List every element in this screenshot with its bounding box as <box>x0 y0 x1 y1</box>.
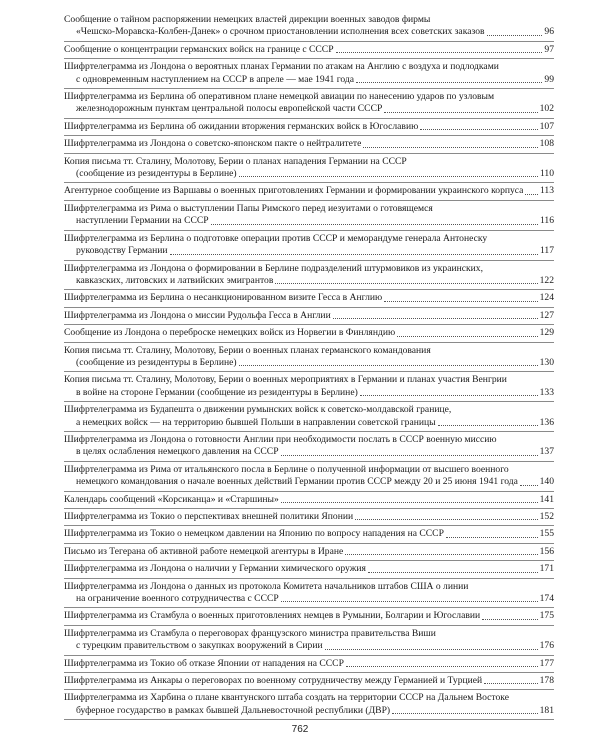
toc-entry-page: 113 <box>539 185 554 197</box>
toc-entry <box>64 325 554 342</box>
toc-entry-last-line <box>64 563 554 575</box>
toc-entry-last-line <box>64 593 554 605</box>
toc-entry-last-line <box>64 275 554 287</box>
toc-entry-page: 137 <box>539 446 554 458</box>
toc-entry-last-line <box>64 494 554 506</box>
toc-entry <box>64 690 554 720</box>
toc-entry <box>64 59 554 89</box>
toc-entry-title-line: Шифртелеграмма из Берлина об оперативном плане немецкой авиации по нанесению ударов по узловым <box>64 91 495 103</box>
toc-entry-page: 136 <box>539 416 554 428</box>
toc-entry-title-line: с одновременным наступлением на СССР в апреле — мае 1941 года <box>76 73 355 85</box>
toc-entry-page: 129 <box>539 327 554 339</box>
toc-entry <box>64 308 554 325</box>
toc-entry-last-line <box>64 215 554 227</box>
toc-entry-last-line <box>64 546 554 558</box>
toc-entry-last-line <box>64 446 554 458</box>
toc-entry-title-line: руководству Германии <box>76 245 168 257</box>
toc-entry-last-line <box>64 121 554 133</box>
toc-entry <box>64 119 554 136</box>
toc-entry-title-line: Шифртелеграмма из Лондона о советско-японском пакте о нейтралитете <box>64 138 362 150</box>
dot-leader <box>368 572 538 573</box>
toc-entry <box>64 432 554 462</box>
toc-entry <box>64 462 554 492</box>
toc-entry-title-line: буферное государство в рамках бывшей Дальневосточной республики (ДВР) <box>76 704 391 716</box>
dot-leader <box>520 485 538 486</box>
toc-entry-title-line: а немецких войск — на территорию бывшей Польши в направлении советской границы <box>76 416 436 428</box>
toc-entry <box>64 89 554 119</box>
toc-entry <box>64 673 554 690</box>
toc-entry <box>64 231 554 261</box>
toc-entry <box>64 372 554 402</box>
toc-entry-title-line: Шифртелеграмма из Лондона о миссии Рудольфа Гесса в Англии <box>64 309 331 321</box>
dot-leader <box>363 147 537 148</box>
toc-entry-title-line: Шифртелеграмма из Харбина о плане квантунского штаба создать на территории СССР на Дальнем Востоке <box>64 692 509 704</box>
toc-entry-title-line: Сообщение из Лондона о переброске немецких войск из Норвегии в Финляндию <box>64 327 396 339</box>
toc-entry-title-line: (сообщение из резидентуры в Берлине) <box>76 168 237 180</box>
dot-leader <box>345 554 537 555</box>
toc-entry-page: 99 <box>544 73 554 85</box>
toc-entry-title-line: на ограничение военного сотрудничества с СССР <box>76 593 279 605</box>
toc-entry-last-line <box>64 44 554 56</box>
toc-entry-page: 122 <box>539 274 554 286</box>
toc-entry-title-line: железнодорожным пунктам центральной полосы европейской части СССР <box>76 103 383 115</box>
dot-leader <box>446 537 538 538</box>
dot-leader <box>281 601 538 602</box>
dot-leader <box>525 194 538 195</box>
dot-leader <box>211 224 538 225</box>
toc-entry-title-line: Шифртелеграмма из Лондона о наличии у Германии химического оружия <box>64 563 366 575</box>
toc-entry-page: 171 <box>539 563 554 575</box>
toc-entry-page: 177 <box>539 657 554 669</box>
toc-entry-last-line <box>64 417 554 429</box>
toc-entry-title-line: Шифртелеграмма из Берлина о подготовке операции против СССР и меморандуме генерала Антонеску <box>64 232 488 244</box>
toc-entry-title-line: Календарь сообщений «Корсиканца» и «Старшины» <box>64 493 279 505</box>
toc-entry-last-line <box>64 327 554 339</box>
dot-leader <box>275 283 537 284</box>
toc-entry-last-line <box>64 310 554 322</box>
toc-entry-last-line <box>64 357 554 369</box>
page-number: 762 <box>291 724 309 735</box>
dot-leader <box>484 683 537 684</box>
toc-entry-last-line <box>64 26 554 38</box>
toc-entry <box>64 12 554 42</box>
dot-leader <box>239 365 538 366</box>
toc-entry-title-line: наступлении Германии на СССР <box>76 215 209 227</box>
toc-entry <box>64 402 554 432</box>
toc-entry <box>64 579 554 609</box>
toc-entry-last-line <box>64 476 554 488</box>
toc-entry-last-line <box>64 528 554 540</box>
toc-entry-title-line: Шифртелеграмма из Токио об отказе Японии от нападения на СССР <box>64 657 344 669</box>
dot-leader <box>356 82 542 83</box>
dot-leader <box>281 502 538 503</box>
toc-entry-title-line: в целях ослабления немецкого давления на СССР <box>76 446 279 458</box>
toc-entry-page: 110 <box>539 168 554 180</box>
toc-entry-page: 141 <box>539 493 554 505</box>
toc-entry-title-line: Шифртелеграмма из Анкары о переговорах по военному сотрудничеству между Германией и Турцией <box>64 675 483 687</box>
toc-entry <box>64 656 554 673</box>
toc-entry-last-line <box>64 610 554 622</box>
toc-entry-title-line: Копия письма тт. Сталину, Молотову, Берии о военных планах германского командования <box>64 344 431 356</box>
toc-entry-page: 152 <box>539 511 554 522</box>
toc-entry-title-line: немецкого командования о начале военных действий Германии против СССР между 20 и 25 июня 1941 года <box>76 476 518 488</box>
toc-entry <box>64 509 554 526</box>
toc-entry-last-line <box>64 640 554 652</box>
toc-entry-title-line: Шифртелеграмма из Лондона о готовности Англии при необходимости послать в СССР военную миссию <box>64 433 497 445</box>
toc-entry-title-line: Шифртелеграмма из Рима о выступлении Папы Римского перед иезуитами о готовящемся <box>64 202 433 214</box>
toc-entry-title-line: с турецким правительством о закупках вооружений в Сирии <box>76 640 323 652</box>
dot-leader <box>384 112 537 113</box>
toc-entry-title-line: в войне на стороне Германии (сообщение из резидентуры в Берлине) <box>76 386 358 398</box>
toc-entry-page: 124 <box>539 292 554 304</box>
dot-leader <box>482 619 537 620</box>
toc-entry <box>64 626 554 656</box>
toc-entry <box>64 544 554 561</box>
toc-entry-last-line <box>64 387 554 399</box>
toc-entry <box>64 492 554 509</box>
toc-entry-title-line: Шифртелеграмма из Лондона о формировании в Берлине подразделений штурмовиков из украинских, <box>64 262 483 274</box>
toc-entry-title-line: Шифртелеграмма из Рима от итальянского посла в Берлине о полученной информации от высшего военного <box>64 463 509 475</box>
toc-entry-page: 107 <box>539 120 554 132</box>
toc-entry-page: 176 <box>539 640 554 652</box>
toc-entry-title-line: Шифртелеграмма из Стамбула о переговорах французского министра правительства Виши <box>64 627 436 639</box>
dot-leader <box>170 254 538 255</box>
toc-entry-page: 97 <box>544 43 554 55</box>
toc-entry-page: 140 <box>539 476 554 488</box>
dot-leader <box>384 301 537 302</box>
toc-entry-page: 175 <box>539 610 554 622</box>
toc-entry-last-line <box>64 185 554 197</box>
toc-entry-title-line: Сообщение о концентрации германских войск на границе с СССР <box>64 43 334 55</box>
toc-entry-title-line: Шифртелеграмма из Лондона о данных из протокола Комитета начальников штабов США о линии <box>64 580 469 592</box>
toc-entry <box>64 154 554 184</box>
toc-entry-title-line: Шифртелеграмма из Токио о немецком давлении на Японию по вопросу нападения на СССР <box>64 528 444 540</box>
toc-entry-last-line <box>64 511 554 523</box>
toc-entry-page: 108 <box>539 138 554 150</box>
toc-entry-title-line: кавказских, литовских и латвийских эмигрантов <box>76 274 274 286</box>
toc-entry-title-line: Шифртелеграмма из Стамбула о военных приготовлениях немцев в Румынии, Болгарии и Югославии <box>64 610 481 622</box>
toc-entry-page: 117 <box>539 245 554 257</box>
toc-entry-page: 130 <box>539 356 554 368</box>
toc-entry <box>64 343 554 373</box>
toc-entry-page: 178 <box>539 675 554 687</box>
toc-entry <box>64 136 554 153</box>
toc-entry <box>64 201 554 231</box>
toc-entry-title-line: Агентурное сообщение из Варшавы о военных приготовлениях Германии и формировании украинского корпуса <box>64 185 524 197</box>
table-of-contents <box>64 12 554 720</box>
toc-entry <box>64 290 554 307</box>
toc-entry-last-line <box>64 245 554 257</box>
toc-entry <box>64 526 554 543</box>
toc-entry-title-line: Шифртелеграмма из Будапешта о движении румынских войск к советско-молдавской границе, <box>64 404 452 416</box>
toc-entry-title-line: Копия письма тт. Сталину, Молотову, Берии о военных мероприятиях в Германии и планах участия Венгрии <box>64 374 507 386</box>
toc-entry-page: 156 <box>539 545 554 557</box>
dot-leader <box>355 519 537 520</box>
toc-entry-title-line: Сообщение о тайном распоряжении немецких властей дирекции военных заводов фирмы <box>64 14 431 25</box>
toc-entry <box>64 561 554 578</box>
toc-entry-title-line: Шифртелеграмма из Токио о перспективах внешней политики Японии <box>64 511 354 522</box>
toc-entry-page: 174 <box>539 593 554 605</box>
toc-entry-page: 127 <box>539 309 554 321</box>
toc-entry-title-line: Шифртелеграмма из Берлина о несанкционированном визите Гесса в Англию <box>64 292 383 304</box>
dot-leader <box>325 649 538 650</box>
dot-leader <box>346 666 538 667</box>
dot-leader <box>336 52 543 53</box>
toc-entry-title-line: Шифртелеграмма из Берлина об ожидании вторжения германских войск в Югославию <box>64 120 419 132</box>
toc-entry-last-line <box>64 168 554 180</box>
toc-entry-last-line <box>64 705 554 717</box>
toc-entry <box>64 183 554 200</box>
toc-entry-title-line: «Чешско-Моравска-Колбен-Данек» о срочном приостановлении исполнения всех советских заказов <box>76 26 485 38</box>
toc-entry <box>64 608 554 625</box>
toc-entry-page: 181 <box>539 704 554 716</box>
toc-entry-last-line <box>64 658 554 670</box>
toc-entry-page: 133 <box>539 386 554 398</box>
toc-entry-last-line <box>64 74 554 86</box>
toc-entry-last-line <box>64 292 554 304</box>
toc-entry-title-line: Копия письма тт. Сталину, Молотову, Берии о планах нападения Германии на СССР <box>64 155 407 167</box>
toc-entry-last-line <box>64 138 554 150</box>
dot-leader <box>333 318 538 319</box>
toc-entry-title-line: Шифртелеграмма из Лондона о вероятных планах Германии по атакам на Англию с воздуха и подлодками <box>64 61 499 73</box>
dot-leader <box>392 713 538 714</box>
dot-leader <box>397 336 537 337</box>
dot-leader <box>487 35 543 36</box>
toc-entry-page: 96 <box>544 26 554 38</box>
toc-entry-title-line: Письмо из Тегерана об активной работе немецкой агентуры в Иране <box>64 545 344 557</box>
toc-entry-page: 116 <box>539 215 554 227</box>
toc-entry-last-line <box>64 103 554 115</box>
toc-entry-page: 155 <box>539 528 554 540</box>
toc-entry <box>64 42 554 59</box>
toc-entry-title-line: (сообщение из резидентуры в Берлине) <box>76 356 237 368</box>
toc-entry-page: 102 <box>539 103 554 115</box>
toc-entry-last-line <box>64 675 554 687</box>
dot-leader <box>239 176 538 177</box>
dot-leader <box>420 129 537 130</box>
dot-leader <box>281 455 538 456</box>
dot-leader <box>438 425 538 426</box>
dot-leader <box>360 395 538 396</box>
toc-entry <box>64 261 554 291</box>
